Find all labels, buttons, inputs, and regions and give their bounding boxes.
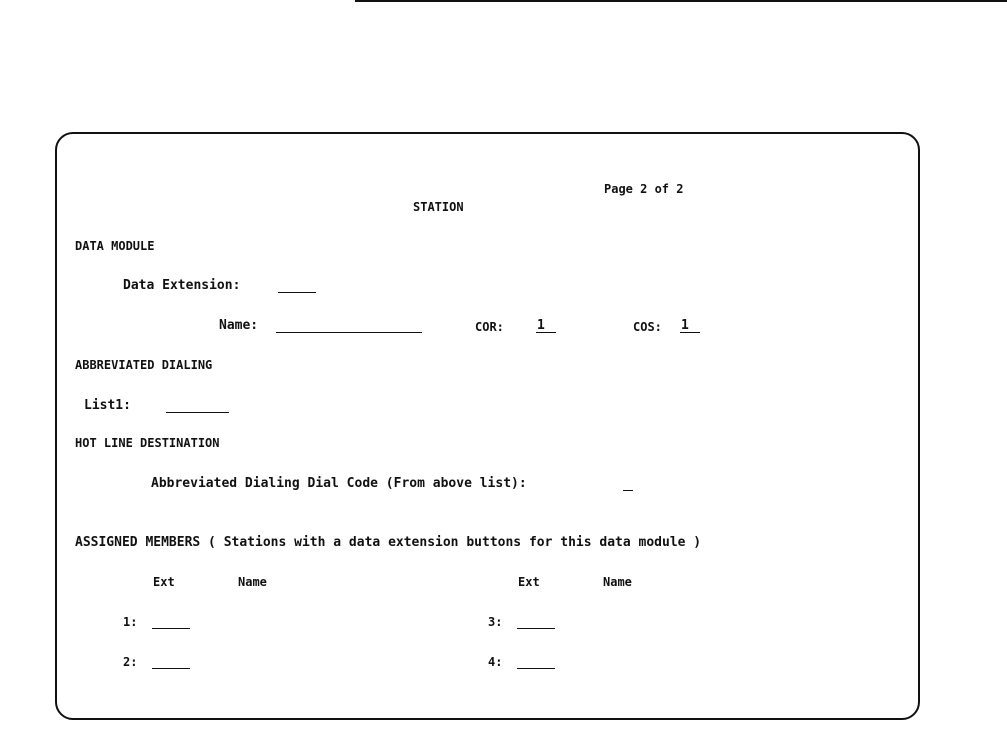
member-4-ext-field[interactable]	[517, 655, 555, 669]
member-row-4-label: 4:	[488, 655, 503, 669]
data-extension-label: Data Extension:	[123, 278, 241, 293]
top-rule	[355, 0, 1007, 2]
member-row-1-label: 1:	[123, 615, 138, 629]
data-extension-field[interactable]	[278, 279, 316, 293]
name-field[interactable]	[276, 319, 422, 333]
data-module-heading: DATA MODULE	[75, 239, 155, 253]
page-indicator: Page 2 of 2	[604, 182, 684, 196]
dial-code-field[interactable]	[623, 477, 633, 491]
form-title: STATION	[413, 200, 464, 214]
list1-label: List1:	[84, 398, 131, 413]
name-column-header-left: Name	[238, 575, 267, 589]
cor-label: COR:	[475, 320, 504, 334]
ext-column-header-right: Ext	[518, 575, 540, 589]
list1-field[interactable]	[166, 399, 229, 413]
abbreviated-dialing-heading: ABBREVIATED DIALING	[75, 358, 213, 372]
cos-field[interactable]: 1	[680, 319, 700, 333]
name-column-header-right: Name	[603, 575, 632, 589]
hot-line-heading: HOT LINE DESTINATION	[75, 436, 220, 450]
assigned-members-heading: ASSIGNED MEMBERS ( Stations with a data extension buttons for this data module )	[75, 535, 702, 550]
dial-code-label: Abbreviated Dialing Dial Code (From above list):	[151, 476, 527, 491]
member-3-ext-field[interactable]	[517, 615, 555, 629]
member-1-ext-field[interactable]	[152, 615, 190, 629]
member-row-2-label: 2:	[123, 655, 138, 669]
name-label: Name:	[219, 318, 259, 333]
member-row-3-label: 3:	[488, 615, 503, 629]
ext-column-header-left: Ext	[153, 575, 175, 589]
cos-label: COS:	[633, 320, 662, 334]
terminal-form-screen	[55, 132, 920, 720]
cor-field[interactable]: 1	[536, 319, 556, 333]
member-2-ext-field[interactable]	[152, 655, 190, 669]
